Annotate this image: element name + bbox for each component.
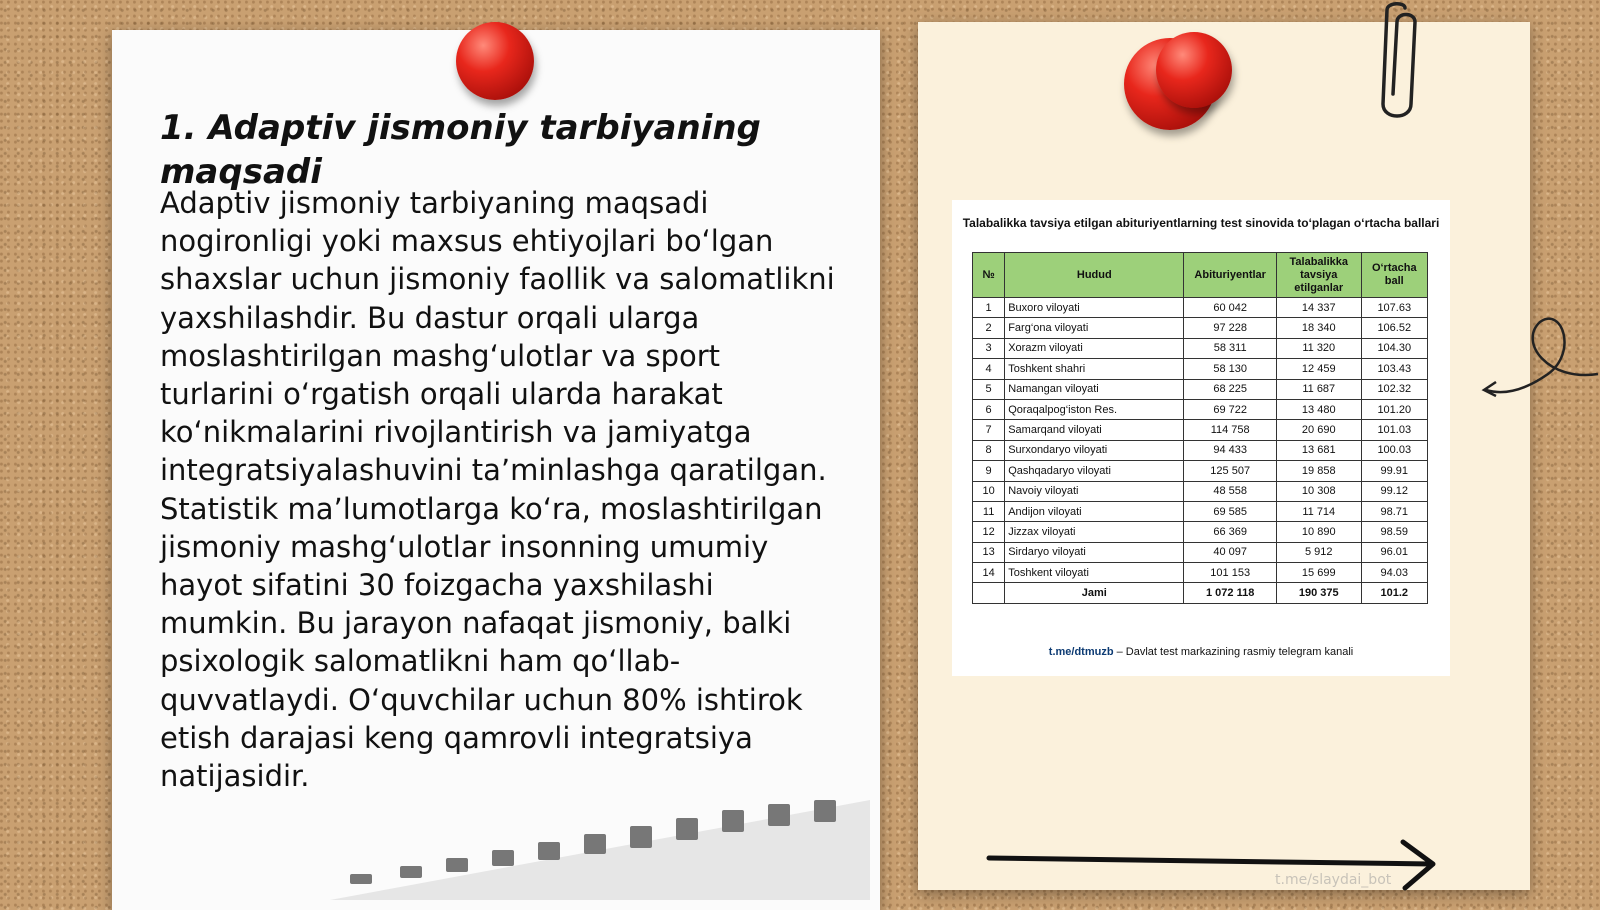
table-row: [973, 298, 1428, 318]
cell-recommended: 19 858: [1276, 461, 1361, 481]
cell-region: Toshkent viloyati: [1005, 563, 1184, 583]
table-row: [973, 338, 1428, 358]
table-row: [973, 461, 1428, 481]
cell-region: Jizzax viloyati: [1005, 522, 1184, 542]
slide-body-text: Adaptiv jismoniy tarbiyaning maqsadi nogironligi yoki maxsus ehtiyojlari bo‘lgan shaxslar uchun jismoniy faollik va salomatlikni yaxshilashdir. Bu dastur orqali ularga moslashtirilgan mashg‘ulotlar va sport turlarini o‘rgatish orqali ularda harakat ko‘nikmalarini rivojlantirish va jamiyatga integratsiyalashuvini ta’minlashga qaratilgan. Statistik ma’lumotlarga ko‘ra, moslashtirilgan jismoniy mashg‘ulotlar insonning umumiy hayot sifatini 30 foizgacha yaxshilashi mumkin. Bu jarayon nafaqat jismoniy, balki psixologik salomatlikni ham qo‘llab-quvvatlaydi. O‘quvchilar uchun 80% ishtirok etish darajasi keng qamrovli integratsiya natijasidir.: [160, 186, 835, 794]
cell-applicants: 101 153: [1184, 563, 1277, 583]
table-row: [973, 563, 1428, 583]
cell-region: Navoiy viloyati: [1005, 481, 1184, 501]
source-text: – Davlat test markazining rasmiy telegram kanali: [1113, 646, 1354, 658]
push-pin-icon: [456, 22, 534, 100]
column-header-region: Hudud: [1005, 253, 1184, 298]
cell-region: Andijon viloyati: [1005, 501, 1184, 521]
cell-applicants: 97 228: [1184, 318, 1277, 338]
cell-recommended: 10 308: [1276, 481, 1361, 501]
cell-applicants: 60 042: [1184, 298, 1277, 318]
table-row: [973, 318, 1428, 338]
cell-recommended: 11 320: [1276, 338, 1361, 358]
cell-recommended: 10 890: [1276, 522, 1361, 542]
total-applicants: 1 072 118: [1184, 583, 1277, 603]
table-row: [973, 522, 1428, 542]
table-row: [973, 481, 1428, 501]
table-header-row: [973, 253, 1428, 298]
cell-no: 12: [973, 522, 1005, 542]
statistics-table-card: [952, 200, 1450, 676]
cell-region: Buxoro viloyati: [1005, 298, 1184, 318]
cell-average: 104.30: [1361, 338, 1427, 358]
cell-no: 3: [973, 338, 1005, 358]
cell-average: 100.03: [1361, 440, 1427, 460]
cell-no: 7: [973, 420, 1005, 440]
cell-no: 6: [973, 399, 1005, 419]
cell-recommended: 20 690: [1276, 420, 1361, 440]
total-recommended: 190 375: [1276, 583, 1361, 603]
table-total-row: [973, 583, 1428, 603]
cell-average: 107.63: [1361, 298, 1427, 318]
cell-average: 96.01: [1361, 542, 1427, 562]
cell-no: 10: [973, 481, 1005, 501]
cell-recommended: 11 687: [1276, 379, 1361, 399]
cell-no: 11: [973, 501, 1005, 521]
cell-region: Qashqadaryo viloyati: [1005, 461, 1184, 481]
paper-clip-icon: [1375, 0, 1419, 124]
cell-average: 101.20: [1361, 399, 1427, 419]
table-row: [973, 440, 1428, 460]
cell-applicants: 114 758: [1184, 420, 1277, 440]
cell-recommended: 14 337: [1276, 298, 1361, 318]
cell-no: 8: [973, 440, 1005, 460]
cell-no: 1: [973, 298, 1005, 318]
cell-region: Sirdaryo viloyati: [1005, 542, 1184, 562]
cell-applicants: 68 225: [1184, 379, 1277, 399]
table-row: [973, 379, 1428, 399]
cell-region: Qoraqalpog‘iston Res.: [1005, 399, 1184, 419]
statistics-table: [972, 252, 1428, 604]
cell-recommended: 13 681: [1276, 440, 1361, 460]
cell-recommended: 15 699: [1276, 563, 1361, 583]
cell-no: 13: [973, 542, 1005, 562]
cell-applicants: 69 722: [1184, 399, 1277, 419]
cell-no: 4: [973, 359, 1005, 379]
cell-region: Farg‘ona viloyati: [1005, 318, 1184, 338]
cell-average: 102.32: [1361, 379, 1427, 399]
cell-average: 106.52: [1361, 318, 1427, 338]
cell-recommended: 12 459: [1276, 359, 1361, 379]
cell-recommended: 18 340: [1276, 318, 1361, 338]
cell-recommended: 5 912: [1276, 542, 1361, 562]
cell-recommended: 13 480: [1276, 399, 1361, 419]
cell-average: 94.03: [1361, 563, 1427, 583]
column-header-applicants: Abituriyentlar: [1184, 253, 1277, 298]
cell-region: Samarqand viloyati: [1005, 420, 1184, 440]
table-source: [962, 646, 1440, 658]
table-row: [973, 359, 1428, 379]
column-header-recommended: Talabalikka tavsiya etilganlar: [1276, 253, 1361, 298]
cell-average: 98.59: [1361, 522, 1427, 542]
table-row: [973, 420, 1428, 440]
column-header-average: O‘rtacha ball: [1361, 253, 1427, 298]
cell-applicants: 58 130: [1184, 359, 1277, 379]
table-row: [973, 501, 1428, 521]
cell-no: 14: [973, 563, 1005, 583]
cell-recommended: 11 714: [1276, 501, 1361, 521]
torn-paper-edge: [330, 800, 870, 900]
cell-no: [973, 583, 1005, 603]
watermark: t.me/slaydai_bot: [1275, 872, 1392, 888]
cell-region: Surxondaryo viloyati: [1005, 440, 1184, 460]
cell-no: 9: [973, 461, 1005, 481]
total-average: 101.2: [1361, 583, 1427, 603]
cell-applicants: 94 433: [1184, 440, 1277, 460]
cell-average: 98.71: [1361, 501, 1427, 521]
source-link[interactable]: t.me/dtmuzb: [1048, 646, 1114, 658]
cell-applicants: 125 507: [1184, 461, 1277, 481]
cell-applicants: 48 558: [1184, 481, 1277, 501]
column-header-no: №: [973, 253, 1005, 298]
slide-heading: 1. Adaptiv jismoniy tarbiyaning maqsadi: [160, 108, 761, 192]
push-pin-icon: [1156, 32, 1232, 108]
cell-average: 99.91: [1361, 461, 1427, 481]
total-label: Jami: [1005, 583, 1184, 603]
cell-average: 101.03: [1361, 420, 1427, 440]
cell-region: Toshkent shahri: [1005, 359, 1184, 379]
table-row: [973, 399, 1428, 419]
curly-arrow-icon: [1478, 312, 1600, 412]
cell-applicants: 69 585: [1184, 501, 1277, 521]
cell-region: Namangan viloyati: [1005, 379, 1184, 399]
cell-applicants: 66 369: [1184, 522, 1277, 542]
cell-region: Xorazm viloyati: [1005, 338, 1184, 358]
table-title: Talabalikka tavsiya etilgan abituriyentlarning test sinovida to‘plagan o‘rtacha ballari: [962, 216, 1440, 230]
cell-no: 2: [973, 318, 1005, 338]
cell-applicants: 58 311: [1184, 338, 1277, 358]
cell-no: 5: [973, 379, 1005, 399]
cell-applicants: 40 097: [1184, 542, 1277, 562]
cell-average: 99.12: [1361, 481, 1427, 501]
table-row: [973, 542, 1428, 562]
cell-average: 103.43: [1361, 359, 1427, 379]
